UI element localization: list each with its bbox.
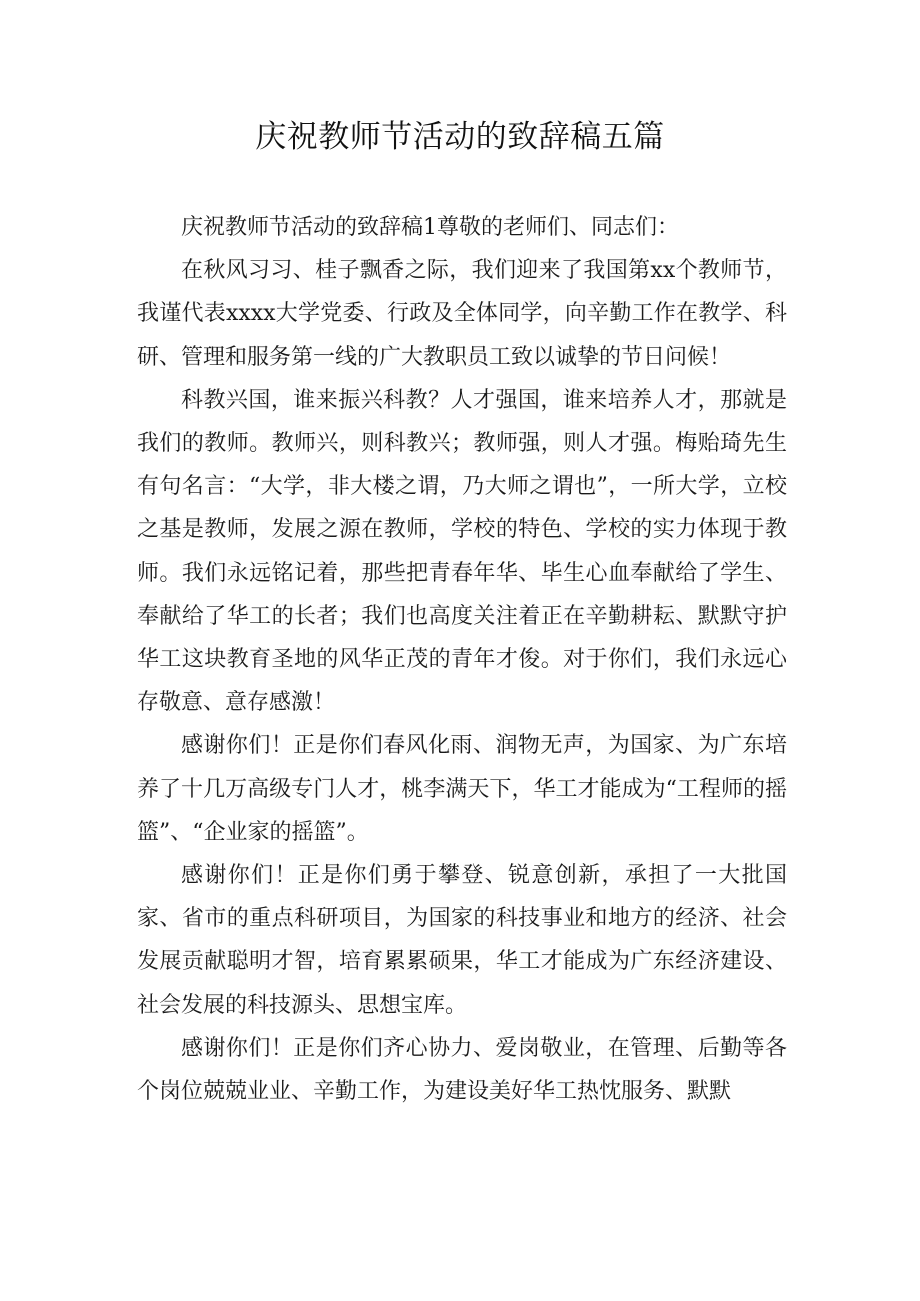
document-body (137, 206, 787, 1113)
paragraph: 在秋风习习、桂子飘香之际，我们迎来了我国第xx个教师节，我谨代表xxxx大学党委、行政及全体同学，向辛勤工作在教学、科研、管理和服务第一线的广大教职员工致以诚挚的节日问候！ (137, 258, 787, 370)
paragraph-salutation: 庆祝教师节活动的致辞稿1尊敬的老师们、同志们： (181, 215, 679, 240)
paragraph: 感谢你们！正是你们勇于攀登、锐意创新，承担了一大批国家、省市的重点科研项目，为国家的科技事业和地方的经济、社会发展贡献聪明才智，培育累累硕果，华工才能成为广东经济建设、社会发展的科技源头、思想宝库。 (137, 863, 787, 1018)
paragraph: 感谢你们！正是你们齐心协力、爱岗敬业，在管理、后勤等各个岗位兢兢业业、辛勤工作，为建设美好华工热忱服务、默默 (137, 1035, 787, 1105)
paragraph: 科教兴国，谁来振兴科教？人才强国，谁来培养人才，那就是我们的教师。教师兴，则科教兴；教师强，则人才强。梅贻琦先生有句名言：“大学，非大楼之谓，乃大师之谓也”，一所大学，立校之基是教师，发展之源在教师，学校的特色、学校的实力体现于教师。我们永远铭记着，那些把青春年华、毕生心血奉献给了学生、奉献给了华工的长者；我们也高度关注着正在辛勤耕耘、默默守护华工这块教育圣地的风华正茂的青年才俊。对于你们，我们永远心存敬意、意存感激！ (137, 387, 787, 716)
paragraph: 感谢你们！正是你们春风化雨、润物无声，为国家、为广东培养了十几万高级专门人才，桃李满天下，华工才能成为“工程师的摇篮”、“企业家的摇篮”。 (137, 733, 787, 845)
document-title: 庆祝教师节活动的致辞稿五篇 (255, 119, 665, 155)
